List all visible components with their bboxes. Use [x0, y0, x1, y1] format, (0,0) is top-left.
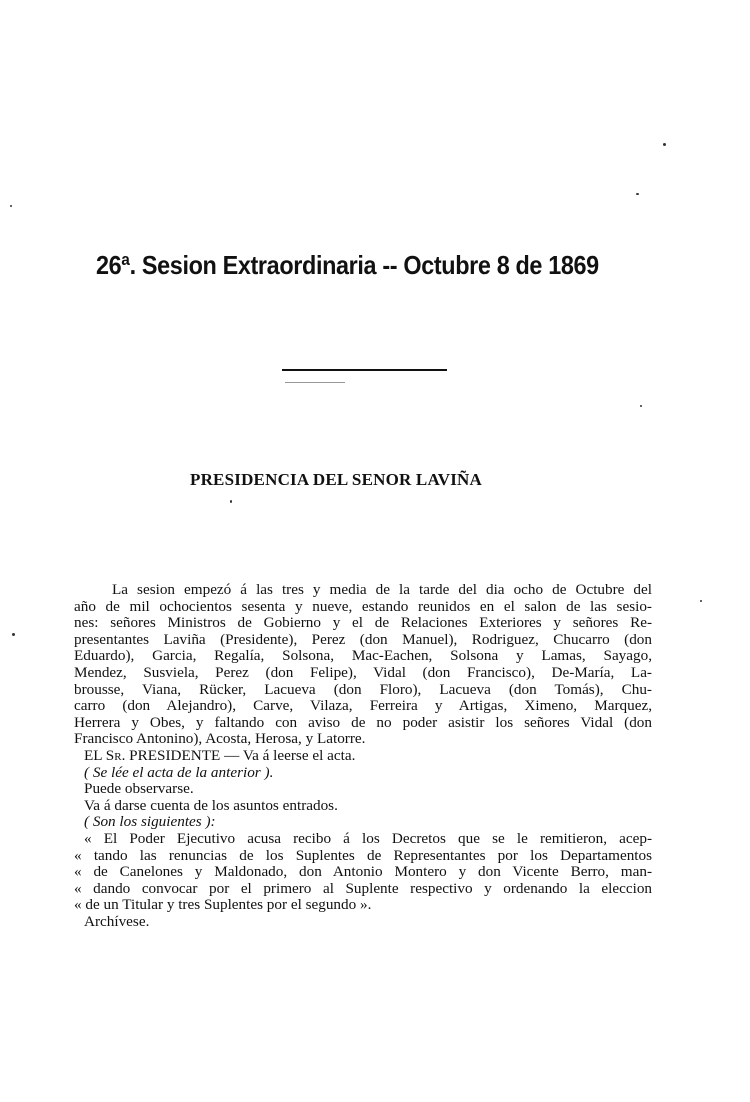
- quote-text: tando las renuncias de los Suplentes de Representantes por los Departamentos: [93, 847, 652, 864]
- account-line: Va á darse cuenta de los asuntos entrados.: [84, 796, 338, 814]
- quote-line: [74, 864, 652, 881]
- quote-mark: «: [84, 830, 92, 847]
- print-speck: [230, 500, 232, 503]
- quote-line: [74, 881, 652, 898]
- body-line: brousse, Viana, Rücker, Lacueva (don Floro), Lacueva (don Tomás), Chu-: [74, 681, 652, 698]
- quote-text: de Canelones y Maldonado, don Antonio Montero y don Vicente Berro, man-: [93, 864, 652, 881]
- session-title: 26ª. Sesion Extraordinaria -- Octubre 8 de 1869: [96, 250, 599, 280]
- quote-mark: «: [74, 896, 82, 914]
- archive-line: Archívese.: [84, 912, 150, 930]
- speaker-text: Va á leerse el acta.: [242, 746, 356, 764]
- print-speck: [636, 193, 639, 195]
- print-speck: [640, 405, 642, 407]
- print-speck: [663, 143, 666, 146]
- observe-line: Puede observarse.: [84, 780, 194, 798]
- quote-line: [74, 848, 652, 865]
- body-line: nes: señores Ministros de Gobierno y el de Relaciones Exteriores y señores Re-: [74, 615, 652, 632]
- title-divider: [282, 369, 447, 371]
- quote-text: de un Titular y tres Suplentes por el segundo ».: [85, 896, 372, 914]
- body-line: carro (don Alejandro), Carve, Vilaza, Ferreira y Artigas, Ximeno, Marquez,: [74, 698, 652, 715]
- body-line: presentantes Laviña (Presidente), Perez (don Manuel), Rodriguez, Chucarro (don: [74, 631, 652, 648]
- quote-mark: «: [74, 880, 82, 897]
- body-line: Eduardo), Garcia, Regalía, Solsona, Mac-Eachen, Solsona y Lamas, Sayago,: [74, 648, 652, 665]
- quote-text: El Poder Ejecutivo acusa recibo á los Decretos que se le remitieron, acep-: [103, 830, 652, 847]
- body-line: Francisco Antonino), Acosta, Herosa, y Latorre.: [74, 730, 366, 748]
- stage-note: ( Se lée el acta de la anterior ).: [84, 763, 274, 781]
- quote-mark: «: [74, 864, 82, 881]
- quote-line: [74, 897, 652, 914]
- print-speck: [12, 633, 15, 636]
- body-line: Herrera y Obes, y faltando con aviso de no poder asistir los señores Vidal (don: [74, 714, 652, 731]
- president-line: [74, 748, 652, 765]
- stage-note: ( Son los siguientes ):: [84, 813, 216, 831]
- print-speck: [700, 600, 702, 602]
- print-speck: [10, 205, 12, 207]
- speaker-label: EL Sr. PRESIDENTE —: [84, 746, 240, 764]
- presidency-heading: PRESIDENCIA DEL SENOR LAVIÑA: [190, 470, 483, 489]
- body-line: La sesion empezó á las tres y media de la tarde del dia ocho de Octubre del: [112, 582, 652, 598]
- body-line: año de mil ochocientos sesenta y nueve, estando reunidos en el salon de las sesio-: [74, 598, 652, 615]
- body-line: Mendez, Susviela, Perez (don Felipe), Vidal (don Francisco), De-María, La-: [74, 664, 652, 681]
- quote-text: dando convocar por el primero al Suplente respectivo y ordenando la eleccion: [93, 880, 652, 897]
- quote-line: [74, 831, 652, 848]
- title-divider-faint: [285, 382, 345, 383]
- quote-mark: «: [74, 847, 82, 864]
- session-body: [74, 582, 652, 930]
